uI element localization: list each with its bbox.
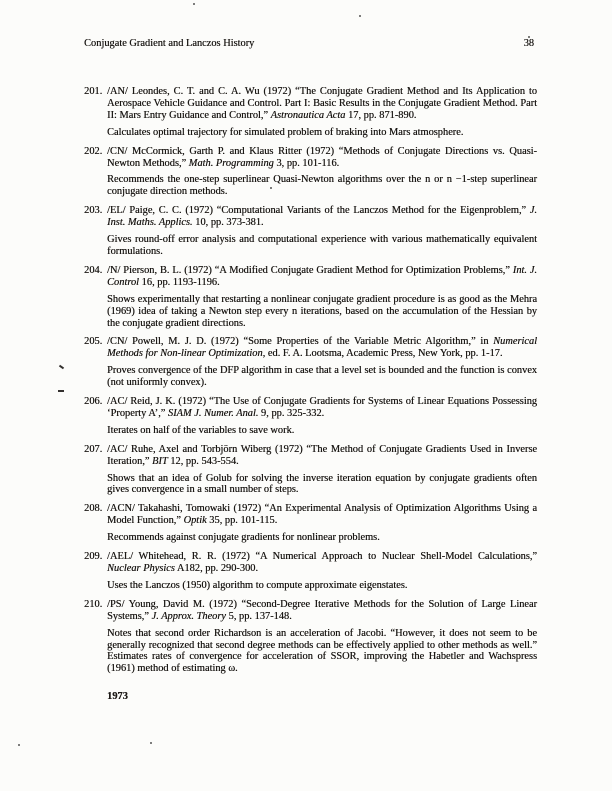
citation [107,396,537,420]
year-section-heading: 1973 [107,691,128,703]
citation [107,146,537,170]
citation-pages: 5, pp. 137-148. [225,610,292,622]
annotation: Recommends the one-step superlinear Quasi-Newton algorithms over the n or n −1-step superlinear conjugate direction methods. [107,174,537,198]
entry-number: 202. [84,145,103,157]
scan-speck [270,187,272,189]
citation-journal: Numerical Methods for Non-linear Optimization [107,336,537,360]
scan-speck [150,742,152,744]
entry-number: 206. [84,396,103,408]
bibliography-list [84,86,537,703]
bibliography-entry [84,146,537,199]
entry-number: 207. [84,443,103,455]
citation-text: /N/ Pierson, B. L. (1972) “A Modified Conjugate Gradient Method for Optimization Problems,” [107,264,513,276]
citation [107,551,537,575]
citation-text: /CN/ McCormick, Garth P. and Klaus Ritter (1972) “Methods of Conjugate Directions vs. Quasi-Newton Methods,” [107,145,537,169]
annotation: Proves convergence of the DFP algorithm in case that a level set is bounded and the function is convex (not uniformly convex). [107,365,537,389]
citation [107,336,537,360]
citation-journal: J. Approx. Theory [151,610,226,622]
bibliography-entry [84,551,537,592]
citation-journal: Nuclear Physics [107,563,175,574]
entry-number: 201. [84,86,103,97]
citation-text: /ACN/ Takahashi, Tomowaki (1972) “An Experimental Analysis of Optimization Algorithms Using a Model Function,” [107,503,537,527]
citation-text: /AN/ Leondes, C. T. and C. A. Wu (1972) “The Conjugate Gradient Method and Its Application to Aerospace Vehicle Guidance and Control. Part I: Basic Results in the Conjugate Gradient Method. Part II: Mars Entry Guidance and Control,” [107,86,537,121]
citation-journal: J. Inst. Maths. Applics. [107,205,537,229]
citation [107,205,537,229]
bibliography-entry [84,396,537,437]
citation-journal: SIAM J. Numer. Anal. [167,407,259,419]
citation [107,265,537,289]
scan-speck [193,3,195,5]
citation-pages: 16, pp. 1193-1196. [138,276,220,288]
citation-text: /AEL/ Whitehead, R. R. (1972) “A Numerical Approach to Nuclear Shell-Model Calculations,” [107,551,537,563]
citation-text: /CN/ Powell, M. J. D. (1972) “Some Properties of the Variable Metric Algorithm,” in [107,336,494,348]
citation-text: /AC/ Ruhe, Axel and Torbjörn Wiberg (1972) “The Method of Conjugate Gradients Used in Inverse Iteration,” [107,443,537,467]
entry-number: 205. [84,336,103,348]
citation [107,86,537,122]
citation-pages: 3, pp. 101-116. [273,157,340,169]
citation-text: /PS/ Young, David M. (1972) “Second-Degree Iterative Methods for the Solution of Large Linear Systems,” [107,598,537,622]
citation-journal: Optik [183,515,207,527]
entry-number: 210. [84,598,103,610]
page-header [84,38,534,50]
citation-pages: , ed. F. A. Lootsma, Academic Press, New York, pp. 1-17. [262,348,503,360]
bibliography-entry [84,503,537,544]
entry-number: 209. [84,551,103,563]
citation-pages: 35, pp. 101-115. [206,515,278,527]
annotation: Shows that an idea of Golub for solving the inverse iteration equation by conjugate gradients often gives convergence in a small number of steps. [107,472,537,496]
citation [107,503,537,527]
bibliography-entry [84,86,537,139]
annotation: Uses the Lanczos (1950) algorithm to compute approximate eigenstates. [107,579,408,591]
citation-text: /EL/ Paige, C. C. (1972) “Computational Variants of the Lanczos Method for the Eigenproblem,” [107,205,530,217]
citation [107,444,537,468]
annotation: Gives round-off error analysis and computational experience with various mathematically equivalent formulations. [107,234,537,257]
bibliography-entry [84,336,537,389]
citation-pages: 12, pp. 543-554. [167,455,239,467]
bibliography-entry [84,205,537,258]
annotation: Iterates on half of the variables to save work. [107,424,295,436]
scan-speck [18,744,20,746]
entry-number: 208. [84,503,103,515]
citation-journal: Int. J. Control [107,264,538,288]
citation-journal: BIT [152,455,168,467]
citation-pages: 17, pp. 871-890. [345,109,417,121]
citation-journal: Math. Programming [188,157,274,169]
entry-number: 204. [84,264,103,276]
citation-journal: Astronautica Acta [270,109,346,121]
annotation: Shows experimentally that restarting a nonlinear conjugate gradient procedure is as good as the Mehra (1969) idea of taking a Newton step every n iterations, based on the accumulation of the Hessian by the conjugate gradient directions. [107,293,537,329]
annotation: Recommends against conjugate gradients for nonlinear problems. [107,532,380,544]
annotation: Notes that second order Richardson is an acceleration of Jacobi. “However, it does not seem to be generally recognized that second degree methods can be effectively applied to other methods as well.” Estimates rates of convergence for acceleration of SSOR, improving the Habetler and Wachspress (1961) method of estimating ω. [107,627,537,675]
citation-pages: 9, pp. 325-332. [258,407,325,419]
scan-mark [58,390,64,392]
annotation: Calculates optimal trajectory for simulated problem of braking into Mars atmosphere. [107,126,464,138]
running-title: Conjugate Gradient and Lanczos History [84,38,255,49]
bibliography-entry [84,599,537,675]
scan-mark [59,365,64,370]
citation-text: /AC/ Reid, J. K. (1972) “The Use of Conjugate Gradients for Systems of Linear Equations Possessing ‘Property A’,” [107,396,537,419]
page-number: 38 [523,38,534,49]
citation-pages: A182, pp. 290-300. [174,563,258,574]
citation-pages: 10, pp. 373-381. [192,217,264,229]
entry-number: 203. [84,205,103,217]
citation [107,599,537,623]
scan-speck [528,36,530,38]
bibliography-entry [84,444,537,497]
scan-speck [359,15,361,17]
bibliography-entry [84,265,537,330]
